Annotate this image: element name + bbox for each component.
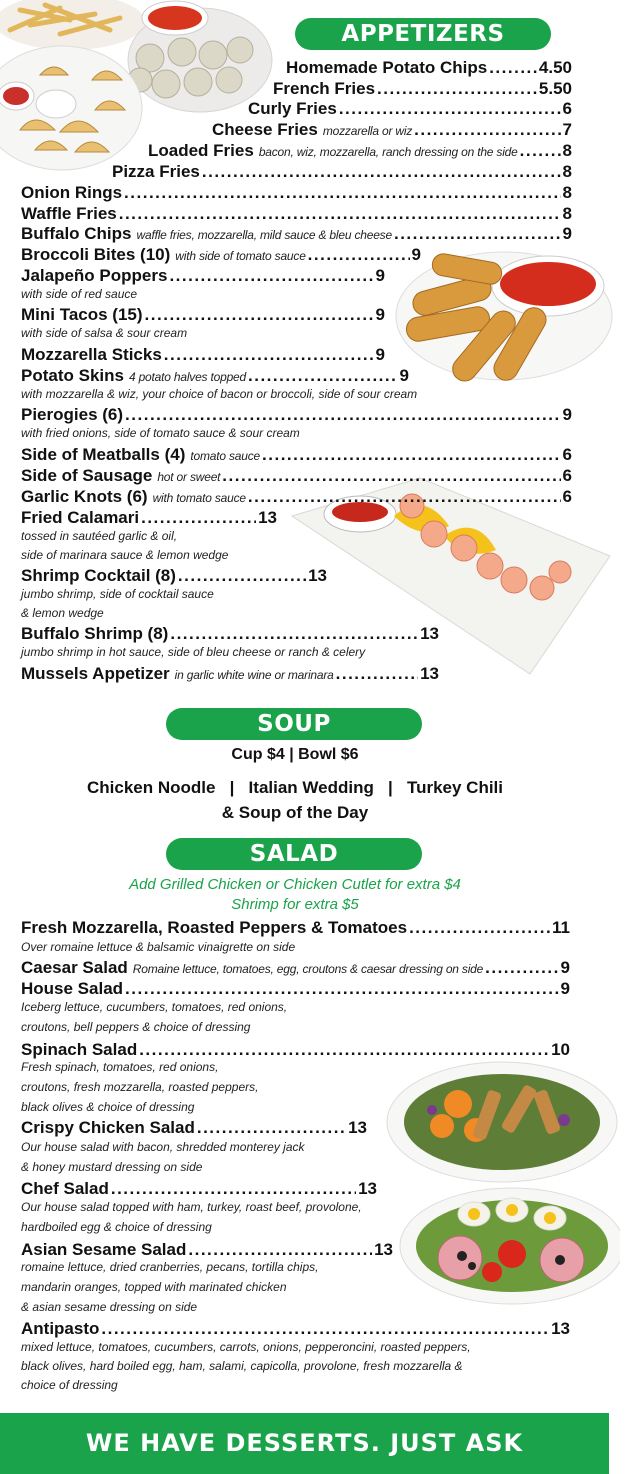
item-price: 13: [420, 624, 439, 643]
item-price: 13: [551, 1319, 570, 1338]
item-description: with side of salsa & sour cream: [21, 326, 188, 340]
salad-addon-note: Add Grilled Chicken or Chicken Cutlet for extra $4: [129, 876, 461, 893]
item-name: Mini Tacos (15): [21, 305, 143, 324]
mozzarella-sticks-photo: [392, 244, 614, 384]
soup-items: Chicken Noodle | Italian Wedding | Turkey Chili: [87, 778, 503, 797]
menu-item: [212, 120, 572, 142]
item-description: croutons, fresh mozzarella, roasted peppers,: [21, 1080, 259, 1094]
item-price: 5.50: [538, 79, 572, 98]
item-price: 9: [375, 266, 385, 285]
item-name: Potato Skins: [21, 366, 124, 385]
menu-item: [21, 245, 421, 267]
menu-item: [21, 183, 572, 205]
menu-item: [21, 958, 570, 980]
salad-header: SALAD: [166, 838, 422, 870]
menu-item: [21, 204, 572, 226]
item-price: 11: [552, 918, 570, 937]
item-price: 8: [562, 204, 572, 223]
item-description: romaine lettuce, dried cranberries, pecans, tortilla chips,: [21, 1260, 319, 1274]
item-price: 13: [348, 1118, 367, 1137]
item-price: 13: [374, 1240, 393, 1259]
item-description: jumbo shrimp in hot sauce, side of bleu cheese or ranch & celery: [21, 645, 366, 659]
item-price: 6: [562, 466, 572, 485]
item-price: 8: [562, 183, 572, 202]
item-name: French Fries: [273, 79, 376, 98]
item-description: Our house salad topped with ham, turkey, roast beef, provolone,: [21, 1200, 362, 1214]
menu-item: [21, 918, 570, 940]
item-name: Cheese Fries: [212, 120, 318, 139]
item-name: Asian Sesame Salad: [21, 1240, 187, 1259]
desserts-banner: WE HAVE DESSERTS. JUST ASK: [0, 1413, 609, 1474]
item-description: bacon, wiz, mozzarella, ranch dressing on the side: [258, 145, 518, 159]
menu-item: [112, 162, 572, 184]
item-name: Fresh Mozzarella, Roasted Peppers & Tomatoes: [21, 918, 408, 937]
item-description: Fresh spinach, tomatoes, red onions,: [21, 1060, 219, 1074]
item-name: Broccoli Bites (10): [21, 245, 171, 264]
item-price: 9: [375, 345, 385, 364]
item-price: 8: [562, 141, 572, 160]
item-name: Side of Sausage: [21, 466, 153, 485]
menu-item: [21, 224, 572, 246]
item-price: 9: [560, 958, 570, 977]
item-price: 6: [562, 487, 572, 506]
item-name: Buffalo Shrimp (8): [21, 624, 169, 643]
menu-item: [286, 58, 572, 80]
menu-item: [21, 487, 572, 509]
menu-item: [21, 664, 439, 686]
item-name: Mussels Appetizer: [21, 664, 170, 683]
item-description: side of marinara sauce & lemon wedge: [21, 548, 229, 562]
item-price: 6: [562, 445, 572, 464]
item-name: Mozzarella Sticks: [21, 345, 162, 364]
item-name: Garlic Knots (6): [21, 487, 148, 506]
item-name: Buffalo Chips: [21, 224, 132, 243]
item-description: with tomato sauce: [152, 491, 246, 505]
item-name: Fried Calamari: [21, 508, 140, 527]
item-description: mixed lettuce, tomatoes, cucumbers, carrots, onions, pepperoncini, roasted peppers,: [21, 1340, 471, 1354]
item-name: Chef Salad: [21, 1179, 109, 1198]
salads-photo: [372, 1060, 620, 1308]
menu-item: [21, 466, 572, 488]
item-description: in garlic white wine or marinara: [174, 668, 334, 682]
menu-item: [273, 79, 572, 101]
item-description: with mozzarella & wiz, your choice of bacon or broccoli, side of sour cream: [21, 387, 418, 401]
item-description: 4 potato halves topped: [128, 370, 246, 384]
menu-item: [21, 1118, 367, 1140]
soup-of-the-day: & Soup of the Day: [221, 803, 369, 822]
menu-item: [21, 345, 385, 367]
item-name: Loaded Fries: [148, 141, 254, 160]
item-description: mozzarella or wiz: [322, 124, 413, 138]
item-name: Jalapeño Poppers: [21, 266, 168, 285]
item-description: choice of dressing: [21, 1378, 118, 1392]
item-price: 10: [551, 1040, 570, 1059]
soup-header: SOUP: [166, 708, 422, 740]
item-description: Over romaine lettuce & balsamic vinaigrette on side: [21, 940, 296, 954]
item-description: croutons, bell peppers & choice of dressing: [21, 1020, 251, 1034]
item-description: mandarin oranges, topped with marinated chicken: [21, 1280, 287, 1294]
item-description: & asian sesame dressing on side: [21, 1300, 198, 1314]
item-price: 9: [375, 305, 385, 324]
menu-item: [148, 141, 572, 163]
item-description: jumbo shrimp, side of cocktail sauce: [21, 587, 214, 601]
item-name: Onion Rings: [21, 183, 123, 202]
menu-item: [21, 445, 572, 467]
item-description: hardboiled egg & choice of dressing: [21, 1220, 212, 1234]
item-name: Waffle Fries: [21, 204, 117, 223]
salad-shrimp-note: Shrimp for extra $5: [231, 896, 359, 913]
item-description: hot or sweet: [157, 470, 221, 484]
item-price: 9: [560, 979, 570, 998]
item-price: 8: [562, 162, 572, 181]
item-price: 13: [358, 1179, 377, 1198]
item-description: & lemon wedge: [21, 606, 104, 620]
item-price: 9: [411, 245, 421, 264]
item-price: 6: [562, 99, 572, 118]
item-price: 13: [420, 664, 439, 683]
item-description: with side of tomato sauce: [175, 249, 306, 263]
soup-prices: Cup $4 | Bowl $6: [231, 746, 359, 763]
item-price: 9: [399, 366, 409, 385]
menu-item: [248, 99, 572, 121]
item-description: tomato sauce: [190, 449, 261, 463]
item-name: Antipasto: [21, 1319, 100, 1338]
item-description: & honey mustard dressing on side: [21, 1160, 203, 1174]
item-description: with fried onions, side of tomato sauce & sour cream: [21, 426, 300, 440]
item-name: Spinach Salad: [21, 1040, 138, 1059]
item-description: black olives & choice of dressing: [21, 1100, 195, 1114]
item-price: 4.50: [538, 58, 572, 77]
item-name: House Salad: [21, 979, 124, 998]
item-description: Our house salad with bacon, shredded monterey jack: [21, 1140, 305, 1154]
item-name: Pierogies (6): [21, 405, 124, 424]
item-name: Curly Fries: [248, 99, 337, 118]
item-name: Crispy Chicken Salad: [21, 1118, 195, 1137]
item-name: Caesar Salad: [21, 958, 128, 977]
item-description: Romaine lettuce, tomatoes, egg, croutons & caesar dressing on side: [132, 962, 484, 976]
item-description: with side of red sauce: [21, 287, 138, 301]
item-description: tossed in sautéed garlic & oil,: [21, 529, 178, 543]
appetizers-header: APPETIZERS: [295, 18, 551, 50]
item-name: Pizza Fries: [112, 162, 200, 181]
item-price: 13: [308, 566, 327, 585]
item-description: black olives, hard boiled egg, ham, salami, capicolla, provolone, fresh mozzarella &: [21, 1359, 463, 1373]
item-name: Side of Meatballs (4): [21, 445, 186, 464]
item-name: Shrimp Cocktail (8): [21, 566, 176, 585]
item-description: waffle fries, mozzarella, mild sauce & bleu cheese: [136, 228, 392, 242]
item-price: 13: [258, 508, 277, 527]
item-price: 9: [562, 405, 572, 424]
item-name: Homemade Potato Chips: [286, 58, 488, 77]
item-price: 7: [562, 120, 572, 139]
item-price: 9: [562, 224, 572, 243]
item-description: Iceberg lettuce, cucumbers, tomatoes, red onions,: [21, 1000, 288, 1014]
